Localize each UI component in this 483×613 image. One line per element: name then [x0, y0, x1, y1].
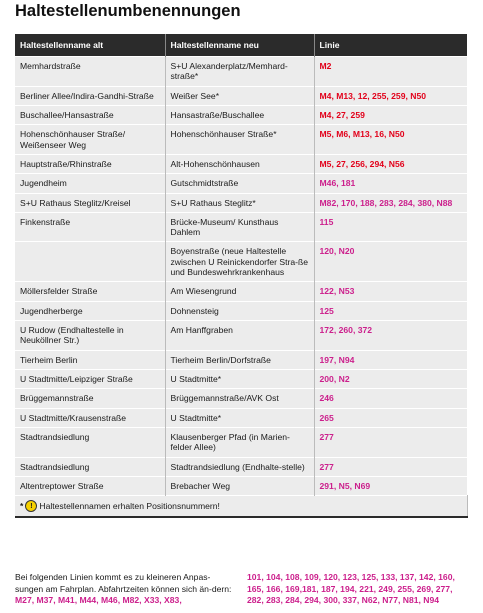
table-row: [15, 57, 467, 87]
line-numbers: M82, 170, 188, 283, 284, 380, N88: [314, 193, 467, 212]
line-numbers: 125: [314, 301, 467, 320]
table-body: [15, 57, 467, 496]
old-stop-name: Buschallee/Hansastraße: [15, 105, 165, 124]
table-row: [15, 193, 467, 212]
renaming-table: [15, 34, 468, 518]
line-numbers: 277: [314, 427, 467, 457]
line-numbers: 265: [314, 408, 467, 427]
old-stop-name: Stadtrandsiedlung: [15, 457, 165, 476]
line-numbers: 200, N2: [314, 369, 467, 388]
new-stop-name: S+U Rathaus Steglitz*: [165, 193, 314, 212]
footnote-text: Haltestellennamen erhalten Positionsnummern!: [39, 500, 220, 511]
line-numbers: 115: [314, 212, 467, 242]
old-stop-name: Hohenschönhauser Straße/ Weißenseer Weg: [15, 125, 165, 155]
new-stop-name: Am Hanffgraben: [165, 321, 314, 351]
new-stop-name: U Stadtmitte*: [165, 408, 314, 427]
column-header-new: Haltestellenname neu: [165, 34, 314, 57]
column-header-lines: Linie: [314, 34, 467, 57]
schedule-change-lines: 101, 104, 108, 109, 120, 123, 125, 133, 137, 142, 160, 165, 166, 169,181, 187, 194, 221, 249, 255, 269, 277, 282, 283, 284, 294, 300, 337, N62, N77, N81, N94: [247, 572, 455, 606]
new-stop-name: Brebacher Weg: [165, 476, 314, 495]
line-numbers: M2: [314, 57, 467, 87]
new-stop-name: Boyenstraße (neue Haltestelle zwischen U Reinickendorfer Stra-ße und Bundeswehrkrankenhaus: [165, 242, 314, 282]
table-row: [15, 125, 467, 155]
table-row: [15, 321, 467, 351]
page-title: Haltestellenumbenennungen: [15, 2, 241, 20]
new-stop-name: Brüggemannstraße/AVK Ost: [165, 389, 314, 408]
line-numbers: 277: [314, 457, 467, 476]
footnote: [20, 500, 220, 512]
table-row: [15, 242, 467, 282]
line-numbers: M4, M13, 12, 255, 259, N50: [314, 86, 467, 105]
old-stop-name: Tierheim Berlin: [15, 350, 165, 369]
old-stop-name: Finkenstraße: [15, 212, 165, 242]
schedule-change-text: Bei folgenden Linien kommt es zu kleineren Anpas-sungen am Fahrplan. Abfahrtzeiten können sich än-dern:: [15, 572, 232, 594]
new-stop-name: Hohenschönhauser Straße*: [165, 125, 314, 155]
old-stop-name: Jugendheim: [15, 174, 165, 193]
footnote-row: [15, 496, 467, 518]
new-stop-name: S+U Alexanderplatz/Memhard-straße*: [165, 57, 314, 87]
line-numbers: 172, 260, 372: [314, 321, 467, 351]
old-stop-name: U Stadtmitte/Krausenstraße: [15, 408, 165, 427]
table-row: [15, 212, 467, 242]
table-row: [15, 476, 467, 495]
table-row: [15, 457, 467, 476]
line-numbers: M46, 181: [314, 174, 467, 193]
table-row: [15, 154, 467, 173]
schedule-change-lines-start: M27, M37, M41, M44, M46, M82, X33, X83,: [15, 595, 182, 606]
new-stop-name: U Stadtmitte*: [165, 369, 314, 388]
new-stop-name: Brücke-Museum/ Kunsthaus Dahlem: [165, 212, 314, 242]
table-row: [15, 105, 467, 124]
old-stop-name: U Rudow (Endhaltestelle in Neuköllner Str.): [15, 321, 165, 351]
table-row: [15, 389, 467, 408]
line-numbers: M4, 27, 259: [314, 105, 467, 124]
old-stop-name: Hauptstraße/Rhinstraße: [15, 154, 165, 173]
table-row: [15, 301, 467, 320]
old-stop-name: Jugendherberge: [15, 301, 165, 320]
table-row: [15, 350, 467, 369]
line-numbers: 197, N94: [314, 350, 467, 369]
line-numbers: 120, N20: [314, 242, 467, 282]
new-stop-name: Gutschmidtstraße: [165, 174, 314, 193]
table-row: [15, 369, 467, 388]
new-stop-name: Alt-Hohenschönhausen: [165, 154, 314, 173]
new-stop-name: Tierheim Berlin/Dorfstraße: [165, 350, 314, 369]
warning-badge-icon: !: [25, 500, 37, 512]
new-stop-name: Stadtrandsiedlung (Endhalte-stelle): [165, 457, 314, 476]
table-header-row: [15, 34, 467, 57]
line-numbers: M5, 27, 256, 294, N56: [314, 154, 467, 173]
table-row: [15, 282, 467, 301]
new-stop-name: Hansastraße/Buschallee: [165, 105, 314, 124]
line-numbers: 122, N53: [314, 282, 467, 301]
old-stop-name: [15, 242, 165, 282]
schedule-change-section: [15, 572, 467, 607]
footnote-cell: [15, 496, 467, 518]
old-stop-name: Stadtrandsiedlung: [15, 427, 165, 457]
schedule-change-intro: [15, 572, 237, 607]
old-stop-name: Möllersfelder Straße: [15, 282, 165, 301]
new-stop-name: Weißer See*: [165, 86, 314, 105]
table-row: [15, 427, 467, 457]
new-stop-name: Am Wiesengrund: [165, 282, 314, 301]
old-stop-name: Berliner Allee/Indira-Gandhi-Straße: [15, 86, 165, 105]
table-row: [15, 408, 467, 427]
old-stop-name: U Stadtmitte/Leipziger Straße: [15, 369, 165, 388]
line-numbers: M5, M6, M13, 16, N50: [314, 125, 467, 155]
old-stop-name: Brüggemannstraße: [15, 389, 165, 408]
table-row: [15, 174, 467, 193]
line-numbers: 291, N5, N69: [314, 476, 467, 495]
table-row: [15, 86, 467, 105]
old-stop-name: S+U Rathaus Steglitz/Kreisel: [15, 193, 165, 212]
column-header-old: Haltestellenname alt: [15, 34, 165, 57]
new-stop-name: Klausenberger Pfad (in Marien-felder Allee): [165, 427, 314, 457]
asterisk-mark: *: [20, 500, 24, 511]
old-stop-name: Memhardstraße: [15, 57, 165, 87]
new-stop-name: Dohnensteig: [165, 301, 314, 320]
old-stop-name: Altentreptower Straße: [15, 476, 165, 495]
line-numbers: 246: [314, 389, 467, 408]
